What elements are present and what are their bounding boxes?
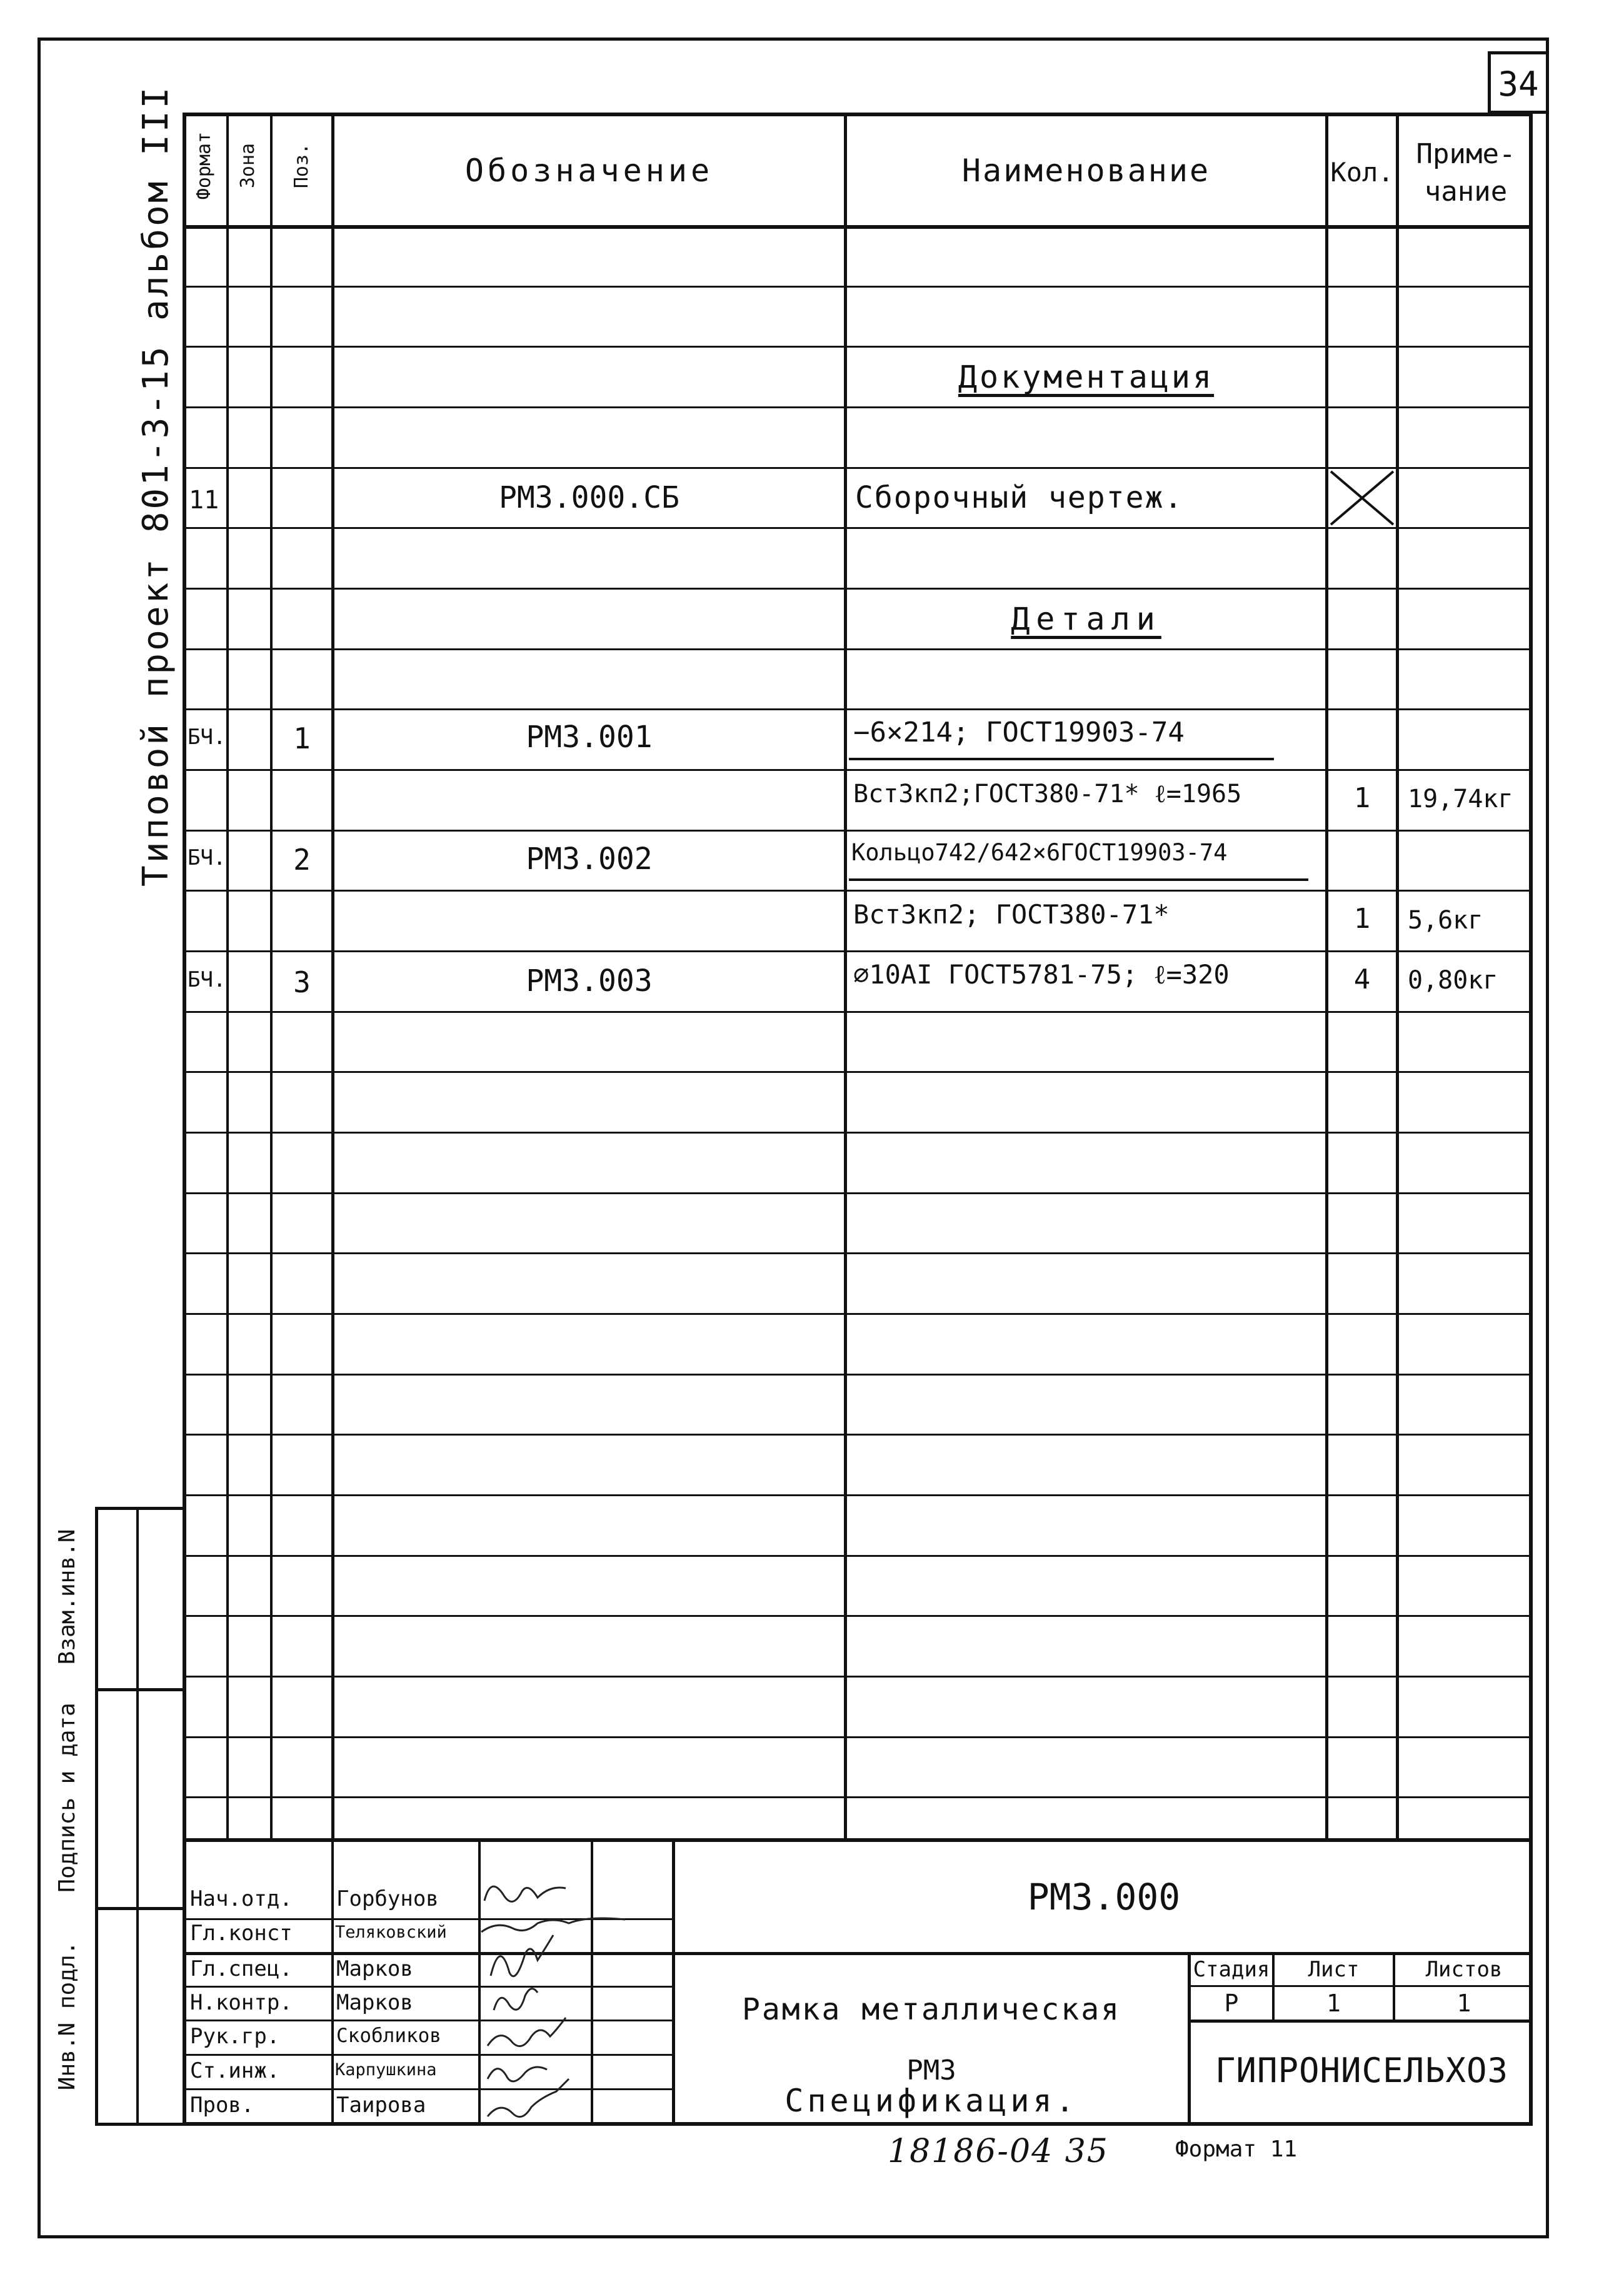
vzam-inv-label: Взам.инв.N bbox=[54, 1529, 80, 1665]
product-name: Рамка металлическая bbox=[741, 1992, 1121, 2027]
r3-kol: 4 bbox=[1353, 963, 1371, 995]
archive-number: 18186-04 35 bbox=[888, 2133, 1109, 2170]
doc-type: Спецификация. bbox=[784, 2083, 1078, 2119]
r2-format: БЧ. bbox=[188, 845, 226, 870]
side-stamp bbox=[95, 1507, 183, 2126]
doc-format: 11 bbox=[189, 486, 219, 515]
section-documentation: Документация bbox=[958, 359, 1215, 395]
doc-name: Сборочный чертеж. bbox=[855, 480, 1184, 515]
r1-kol: 1 bbox=[1353, 782, 1371, 814]
r2-prim: 5,6кг bbox=[1408, 906, 1483, 935]
r1-prim: 19,74кг bbox=[1408, 785, 1513, 813]
r1-name-b: Вст3кп2;ГОСТ380-71* ℓ=1965 bbox=[853, 780, 1242, 808]
title-designation: РМ3.000 bbox=[1027, 1876, 1181, 1918]
cross-mark bbox=[1328, 469, 1396, 527]
name-skoblikov: Скобликов bbox=[336, 2025, 441, 2047]
header-zona: Зона bbox=[237, 143, 259, 189]
name-markov-2: Марков bbox=[336, 1990, 413, 2015]
section-details: Детали bbox=[1011, 601, 1161, 637]
header-naimenovanie: Наименование bbox=[961, 153, 1211, 189]
stage-label: Стадия bbox=[1193, 1957, 1270, 1982]
role-st-inzh: Ст.инж. bbox=[190, 2058, 280, 2083]
product-code: РМ3 bbox=[906, 2055, 956, 2086]
header-primechanie-2: чание bbox=[1424, 176, 1508, 208]
role-gl-spec: Гл.спец. bbox=[190, 1956, 293, 1981]
r3-poz: 3 bbox=[293, 965, 311, 999]
sheet-number: 34 bbox=[1498, 64, 1539, 104]
r2-designation: РМ3.002 bbox=[526, 842, 653, 877]
r1-poz: 1 bbox=[293, 722, 311, 755]
format-label: Формат 11 bbox=[1175, 2136, 1298, 2162]
inv-podl-label: Инв.N подл. bbox=[54, 1941, 80, 2091]
name-markov-1: Марков bbox=[336, 1956, 413, 1981]
signatures bbox=[478, 1869, 684, 2126]
podpis-data-label: Подпись и дата bbox=[54, 1703, 80, 1893]
main-frame bbox=[183, 113, 1533, 2126]
r1-format: БЧ. bbox=[188, 725, 226, 750]
r1-designation: РМ3.001 bbox=[526, 720, 653, 755]
name-telyakovsky: Теляковский bbox=[335, 1923, 447, 1942]
sheet-value: 1 bbox=[1326, 1990, 1341, 2017]
role-prov: Пров. bbox=[190, 2093, 254, 2118]
sheets-value: 1 bbox=[1456, 1990, 1471, 2017]
doc-designation: РМ3.000.СБ bbox=[499, 480, 679, 515]
r2-kol: 1 bbox=[1353, 903, 1371, 935]
organization: ГИПРОНИСЕЛЬХОЗ bbox=[1215, 2051, 1509, 2090]
r3-format: БЧ. bbox=[188, 967, 226, 992]
header-primechanie-1: Приме- bbox=[1416, 138, 1516, 170]
sheet-label: Лист bbox=[1308, 1957, 1360, 1982]
header-kol: Кол. bbox=[1330, 157, 1394, 188]
stage-value: Р bbox=[1224, 1990, 1239, 2017]
header-poz: Поз. bbox=[291, 143, 313, 189]
r2-poz: 2 bbox=[293, 843, 311, 877]
r3-name: ⌀10АI ГОСТ5781-75; ℓ=320 bbox=[853, 959, 1230, 990]
role-ruk-gr: Рук.гр. bbox=[190, 2024, 280, 2049]
header-format: Формат bbox=[193, 131, 215, 200]
r2-name-b: Вст3кп2; ГОСТ380-71* bbox=[853, 899, 1170, 930]
name-gorbunov: Горбунов bbox=[336, 1886, 439, 1911]
r3-designation: РМ3.003 bbox=[526, 963, 653, 999]
r2-name-a: Кольцо742/642×6ГОСТ19903-74 bbox=[851, 839, 1228, 866]
name-tairova: Таирова bbox=[336, 2093, 426, 2118]
side-caption: Типовой проект 801-3-15 альбом III bbox=[136, 84, 176, 887]
sheets-label: Листов bbox=[1425, 1957, 1503, 1982]
role-nach-otd: Нач.отд. bbox=[190, 1886, 293, 1911]
role-gl-konst: Гл.конст bbox=[190, 1921, 293, 1946]
name-karpushkina: Карпушкина bbox=[335, 2060, 437, 2080]
header-oboznachenie: Обозначение bbox=[464, 153, 714, 189]
r3-prim: 0,80кг bbox=[1408, 966, 1498, 995]
role-n-kontr: Н.контр. bbox=[190, 1990, 293, 2015]
r1-name-a: −6×214; ГОСТ19903-74 bbox=[853, 717, 1185, 748]
